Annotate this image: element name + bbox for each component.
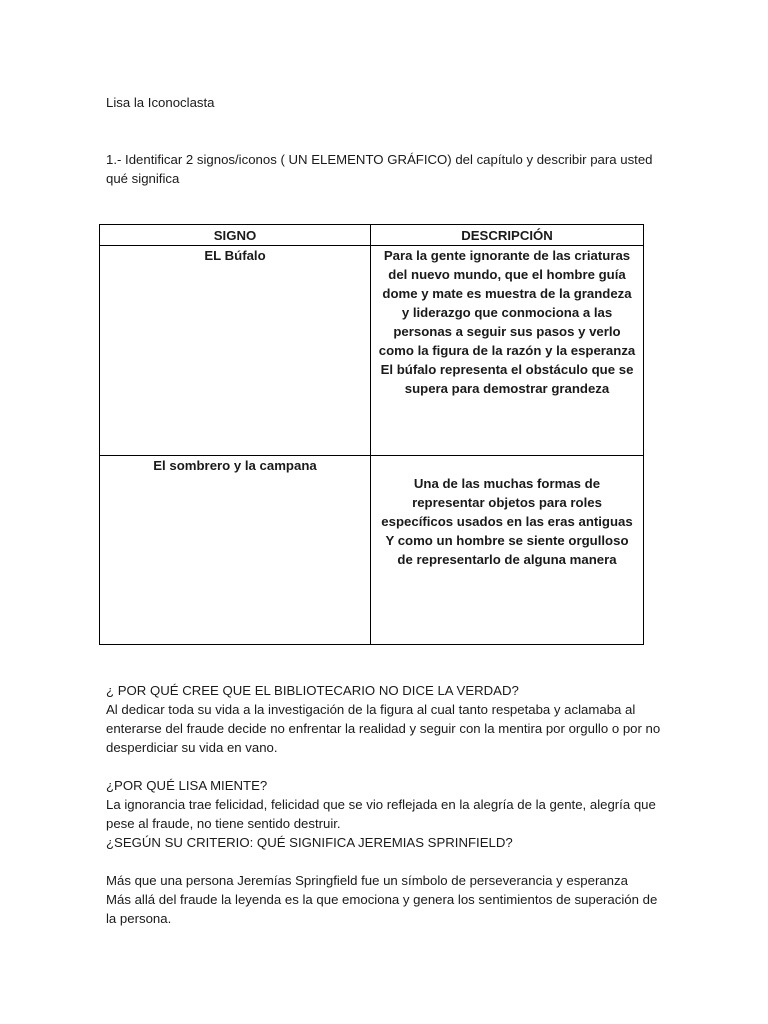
sign-cell: EL Búfalo bbox=[100, 246, 371, 456]
sign-cell: El sombrero y la campana bbox=[100, 456, 371, 645]
description-cell bbox=[371, 456, 644, 645]
question-4: ¿SEGÚN SU CRITERIO: QUÉ SIGNIFICA JEREMIAS SPRINFIELD? bbox=[106, 835, 513, 850]
answer-2: Al dedicar toda su vida a la investigación de la figura al cual tanto respetaba y aclamaba al enterarse del fraude decide no enfrentar la realidad y seguir con la mentira por orgullo o por no desperdiciar su vida en vano. bbox=[106, 702, 661, 755]
table-row bbox=[100, 456, 644, 645]
question-1: 1.- Identificar 2 signos/iconos ( UN ELEMENTO GRÁFICO) del capítulo y describir para usted qué significa bbox=[106, 152, 653, 186]
description-cell bbox=[371, 246, 644, 456]
answer-4-line-1: Más que una persona Jeremías Springfield fue un símbolo de perseverancia y esperanza bbox=[106, 873, 628, 888]
qa-block-lisa bbox=[106, 776, 666, 852]
question-2: ¿ POR QUÉ CREE QUE EL BIBLIOTECARIO NO DICE LA VERDAD? bbox=[106, 683, 519, 698]
qa-block-jeremias bbox=[106, 871, 666, 928]
answer-3: La ignorancia trae felicidad, felicidad que se vio reflejada en la alegría de la gente, alegría que pese al fraude, no tiene sentido destruir. bbox=[106, 797, 656, 831]
answer-4-line-2: Más allá del fraude la leyenda es la que emociona y genera los sentimientos de superación de la persona. bbox=[106, 892, 658, 926]
table-header-row bbox=[100, 225, 644, 246]
qa-block-librarian bbox=[106, 681, 666, 757]
signs-table bbox=[99, 224, 644, 645]
description-text: Para la gente ignorante de las criaturas del nuevo mundo, que el hombre guía dome y mate es muestra de la grandeza y liderazgo que conmociona a las personas a seguir sus pasos y verlo como la figura de la razón y la esperanza El búfalo representa el obstáculo que se supera para demostrar grandeza bbox=[378, 248, 636, 396]
description-text: Una de las muchas formas de representar objetos para roles específicos usados en las eras antiguas Y como un hombre se siente orgulloso de representarlo de alguna manera bbox=[381, 476, 633, 567]
document-title: Lisa la Iconoclasta bbox=[106, 95, 215, 110]
question-3: ¿POR QUÉ LISA MIENTE? bbox=[106, 778, 268, 793]
header-signo: SIGNO bbox=[100, 225, 371, 246]
table-row bbox=[100, 246, 644, 456]
header-descripcion: DESCRIPCIÓN bbox=[371, 225, 644, 246]
